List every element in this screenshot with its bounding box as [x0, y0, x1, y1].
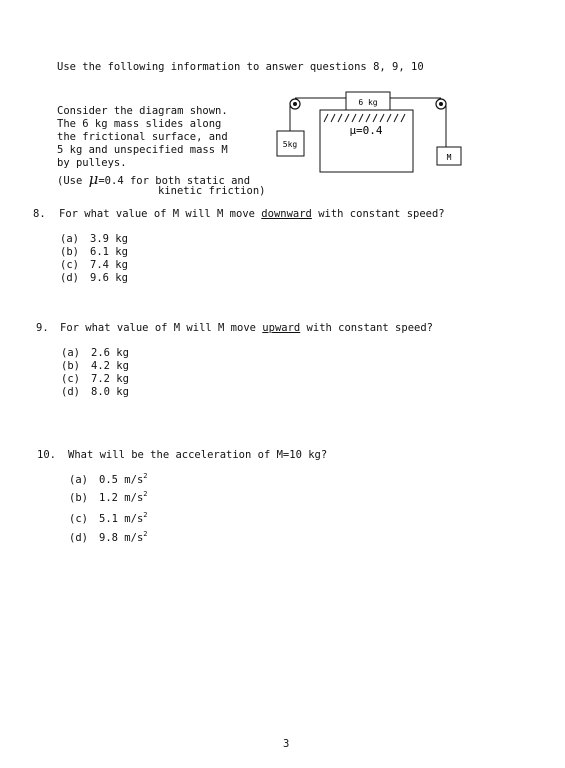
answer-option: (c) 7.4 kg	[60, 259, 128, 271]
block-m-label: M	[446, 153, 452, 162]
friction-hatching	[324, 114, 405, 122]
right-pulley-axle	[439, 102, 443, 106]
answer-option: (b) 6.1 kg	[60, 246, 128, 258]
emphasis-downward: downward	[261, 208, 312, 220]
answer-option: (a) 3.9 kg	[60, 233, 128, 245]
friction-note-line2: kinetic friction)	[158, 185, 266, 197]
scenario-line: 5 kg and unspecified mass M	[57, 144, 228, 156]
pulley-diagram	[270, 88, 470, 178]
table-surface	[320, 110, 413, 172]
page-number: 3	[283, 738, 290, 750]
answer-option: (a) 2.6 kg	[61, 347, 129, 359]
left-pulley-axle	[293, 102, 297, 106]
mu-label: μ=0.4	[349, 124, 383, 137]
question-text: For what value of M will M move upward with constant speed?	[60, 322, 433, 334]
question-text: What will be the acceleration of M=10 kg?	[68, 449, 328, 461]
answer-option: (a) 0.5 $m/s^2$	[69, 472, 148, 486]
emphasis-upward: upward	[262, 322, 301, 334]
mu-symbol: μ	[88, 170, 99, 188]
intro-text: Use the following information to answer questions 8, 9, 10	[57, 61, 424, 73]
answer-option: (c) 5.1 $m/s^2$	[69, 511, 148, 525]
block-5kg-label: 5kg	[282, 140, 298, 149]
scenario-line: Consider the diagram shown.	[57, 105, 228, 117]
answer-option: (d) 9.6 kg	[60, 272, 128, 284]
block-6kg-label: 6 kg	[358, 98, 378, 107]
scenario-line: the frictional surface, and	[57, 131, 228, 143]
question-number: 9.	[36, 322, 49, 334]
question-number: 10.	[37, 449, 56, 461]
friction-note: (Use μ=0.4 for both static and	[57, 170, 251, 188]
answer-option: (b) 1.2 $m/s^2$	[69, 490, 148, 504]
question-text: For what value of M will M move downward with constant speed?	[59, 208, 445, 220]
answer-option: (d) 8.0 kg	[61, 386, 129, 398]
answer-option: (b) 4.2 kg	[61, 360, 129, 372]
scenario-line: The 6 kg mass slides along	[57, 118, 222, 130]
question-number: 8.	[33, 208, 46, 220]
answer-option: (d) 9.8 $m/s^2$	[69, 530, 148, 544]
answer-option: (c) 7.2 kg	[61, 373, 129, 385]
scenario-line: by pulleys.	[57, 157, 127, 169]
